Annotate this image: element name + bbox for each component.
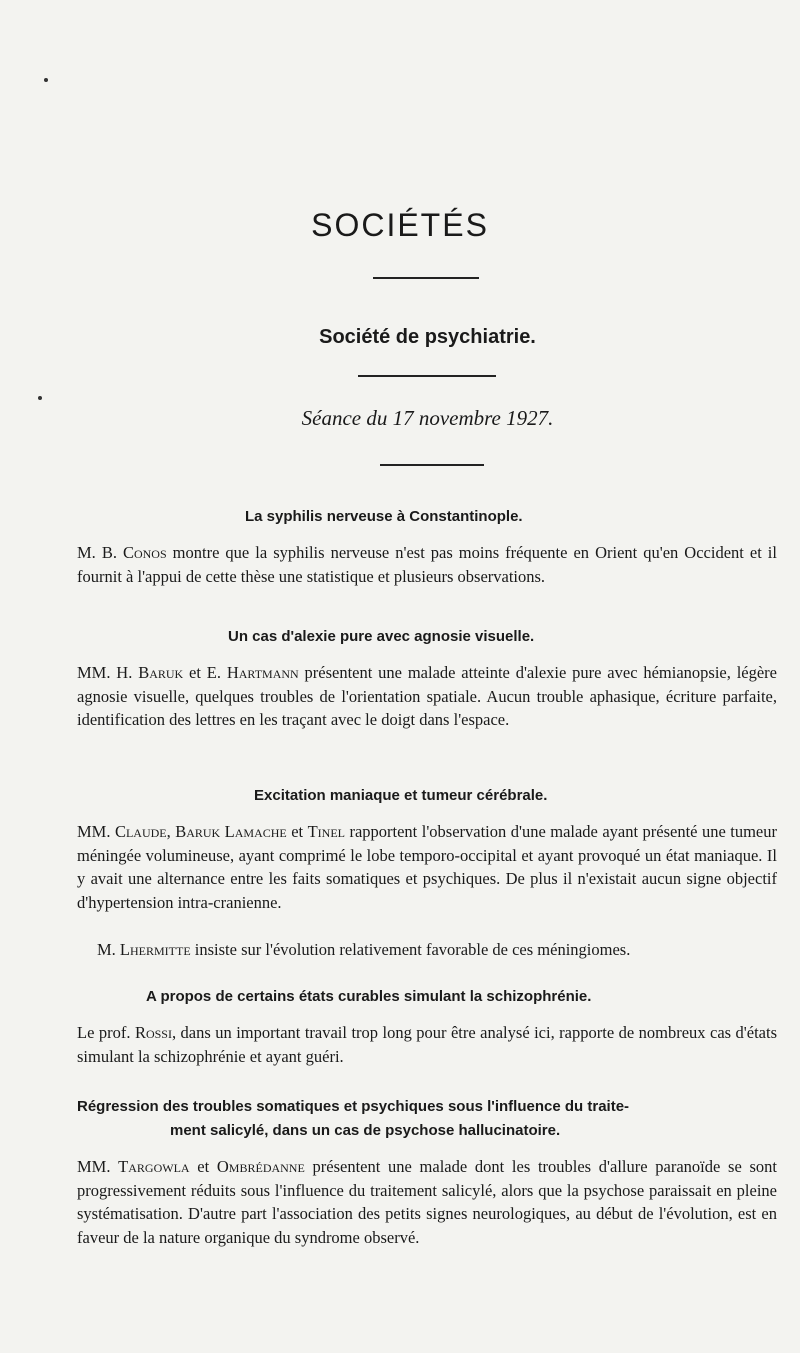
society-title: Société de psychiatrie. xyxy=(319,326,536,348)
session-date: Séance du 17 novembre 1927. xyxy=(301,406,554,430)
author-names: Baruk xyxy=(138,663,184,682)
page-title: SOCIÉTÉS xyxy=(311,207,489,243)
section-paragraph: MM. Claude, Baruk Lamache et Tinel rapportent l'observation d'une malade ayant présenté une tumeur méningée volumineuse, ayant comprimé le lobe temporo-occipital et ayant provoqué un état maniaque. Il y avait une alternance entre les faits somatiques et psychiques. De plus il n'existait aucun signe objectif d'hypertension intra-cranienne. xyxy=(77,822,777,912)
author-names: Lhermitte xyxy=(119,940,191,959)
author-names: Rossi xyxy=(134,1023,172,1042)
section-paragraph: MM. Targowla et Ombrédanne présentent une malade dont les troubles d'allure paranoïde se sont progressivement réduits sous l'influence du traitement salicylé, alors que la psychose paraissait en pleine systématisation. D'autre part l'association des petits signes neurologiques, au début de l'évolution, est en faveur de la nature organique du syndrome observé. xyxy=(77,1157,777,1247)
print-speck xyxy=(44,78,48,82)
author-names: Claude, Baruk Lamache xyxy=(114,822,287,841)
author-names: Tinel xyxy=(307,822,345,841)
society-divider xyxy=(358,375,496,377)
section-paragraph: Le prof. Rossi, dans un important travail trop long pour être analysé ici, rapporte de nombreux cas d'états simulant la schizophrénie et ayant guéri. xyxy=(77,1023,777,1066)
author-names: Conos xyxy=(122,543,167,562)
section-heading: Excitation maniaque et tumeur cérébrale. xyxy=(254,787,548,804)
section-heading: ment salicylé, dans un cas de psychose hallucinatoire. xyxy=(170,1122,561,1139)
section-paragraph: MM. H. Baruk et E. Hartmann présentent une malade atteinte d'alexie pure avec hémianopsie, légère agnosie visuelle, quelques troubles de l'orientation spatiale. Aucun trouble aphasique, écriture parfaite, identification des lettres en les traçant avec le doigt dans l'espace. xyxy=(77,663,777,729)
title-divider xyxy=(373,277,479,279)
author-names: Hartmann xyxy=(226,663,299,682)
section-paragraph: M. Lhermitte insiste sur l'évolution relativement favorable de ces méningiomes. xyxy=(97,940,631,959)
section-heading: Régression des troubles somatiques et psychiques sous l'influence du traite- xyxy=(77,1098,630,1115)
author-names: Ombrédanne xyxy=(216,1157,305,1176)
section-heading: A propos de certains états curables simulant la schizophrénie. xyxy=(146,988,592,1005)
session-divider xyxy=(380,464,484,466)
section-paragraph: M. B. Conos montre que la syphilis nerveuse n'est pas moins fréquente en Orient qu'en Occident et il fournit à l'appui de cette thèse une statistique et plusieurs observations. xyxy=(77,543,777,586)
section-heading: La syphilis nerveuse à Constantinople. xyxy=(245,508,523,525)
section-heading: Un cas d'alexie pure avec agnosie visuelle. xyxy=(228,628,535,645)
print-speck xyxy=(38,396,42,400)
author-names: Targowla xyxy=(118,1157,190,1176)
